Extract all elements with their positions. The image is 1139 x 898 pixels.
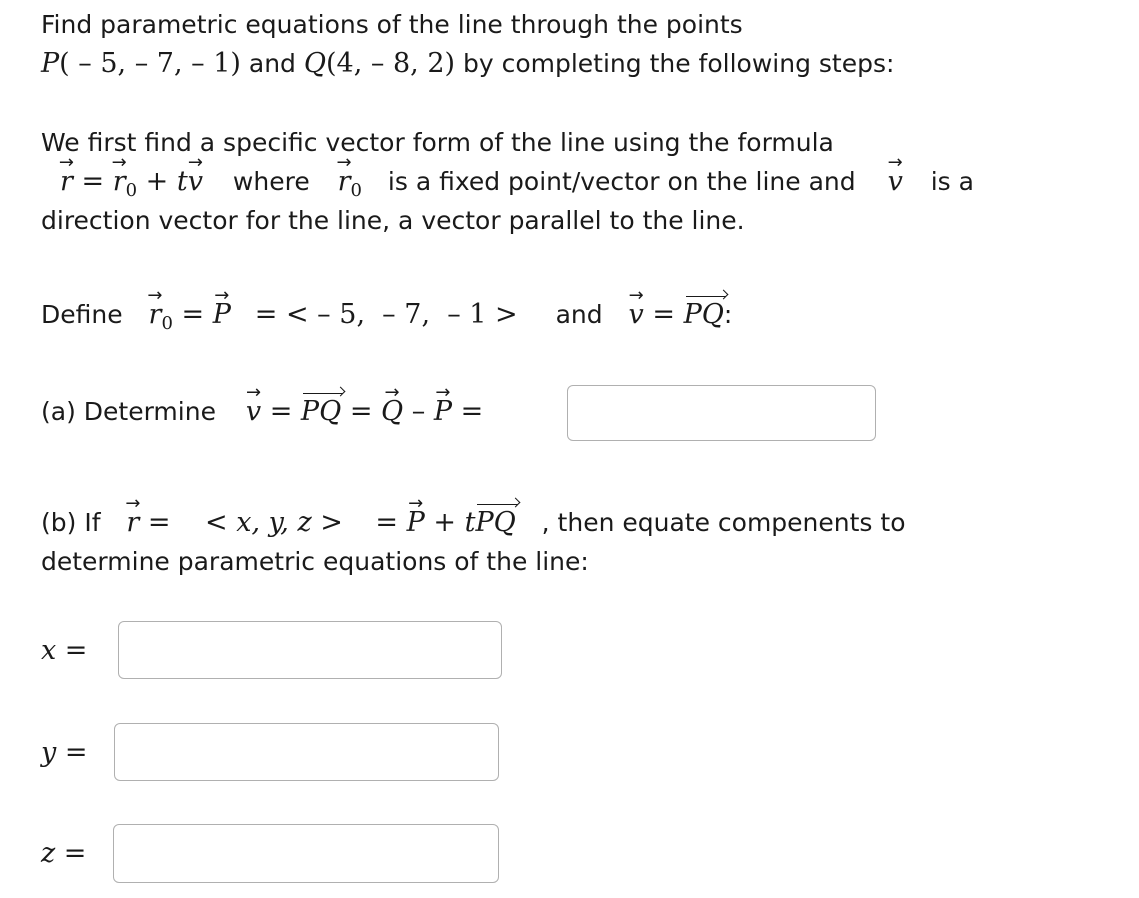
x-answer-input[interactable] <box>118 621 502 679</box>
part-a-pq-vector: PQ <box>300 396 342 427</box>
part-a-minus: – <box>403 396 434 427</box>
formula-line-2 <box>60 168 974 200</box>
y-equals-label: y = <box>41 737 88 768</box>
define-equals: = <box>172 299 213 330</box>
t-symbol: t <box>176 166 188 197</box>
r-vector: → r <box>60 168 73 195</box>
r0-ref-subscript: 0 <box>350 180 362 201</box>
intro-line-1 <box>41 12 743 37</box>
part-b-label: (b) If <box>41 508 101 537</box>
part-a-line <box>41 398 483 425</box>
define-line <box>41 301 732 333</box>
x-equals-label: x = <box>41 635 88 666</box>
v-vector: → v <box>188 168 203 195</box>
y-answer-input[interactable] <box>114 723 499 781</box>
point-q-label: Q <box>303 48 327 79</box>
define-colon: : <box>723 300 733 329</box>
part-a-v-vector: → v <box>246 398 261 425</box>
direction-vector-text: direction vector for the line, a vector parallel to the line. <box>41 206 745 235</box>
r0-subscript: 0 <box>125 180 138 201</box>
part-b-xyz: < x, y, z > <box>205 507 343 538</box>
part-b-pq-vector: PQ <box>475 507 516 538</box>
fixed-point-text: is a fixed point/vector on the line and <box>387 167 856 196</box>
intro-line-2 <box>41 50 894 77</box>
point-q-coords: (4, – 8, 2) <box>326 48 456 79</box>
part-b-p-vector: → P <box>407 509 425 536</box>
part-b-then-text: , then equate compenents to <box>541 508 906 537</box>
is-a-text: is a <box>930 167 974 196</box>
define-equals-2: = <box>643 299 684 330</box>
define-r0-subscript: 0 <box>161 313 173 334</box>
r0-vector: → r <box>113 168 126 195</box>
intro-and: and <box>240 49 304 78</box>
intro-text: Find parametric equations of the line through the points <box>41 10 743 39</box>
part-a-equals-1: = <box>261 396 301 427</box>
define-vector-value: = < – 5, – 7, – 1 > <box>254 299 518 330</box>
part-b-line-1 <box>41 509 906 536</box>
point-p-label: P <box>41 48 60 79</box>
part-b-r-vector: → r <box>126 509 139 536</box>
part-a-q-vector: → Q <box>381 398 403 425</box>
vector-v-answer-input[interactable] <box>567 385 876 441</box>
intro-suffix: by completing the following steps: <box>455 49 895 78</box>
part-a-p-vector: → P <box>434 398 452 425</box>
define-v-vector: → v <box>629 301 644 328</box>
part-a-equals-2: = <box>341 396 382 427</box>
where-word: where <box>232 167 310 196</box>
z-equals-label: z = <box>41 838 87 869</box>
part-a-equals-3: = <box>452 396 484 427</box>
formula-line-3 <box>41 208 745 233</box>
point-p-coords: ( – 5, – 7, – 1) <box>59 48 241 79</box>
define-pq-vector: PQ <box>683 299 724 330</box>
formula-intro-text: We first find a specific vector form of the line using the formula <box>41 128 834 157</box>
part-b-equals-2: = <box>366 507 407 538</box>
plus-symbol: + <box>137 166 177 197</box>
part-a-label: (a) Determine <box>41 397 216 426</box>
r0-vector-ref: → r <box>338 168 351 195</box>
equals-symbol: = <box>72 166 113 197</box>
define-r0-vector: → r <box>149 301 162 328</box>
part-b-equals-1: = <box>139 507 180 538</box>
z-answer-input[interactable] <box>113 824 499 883</box>
define-label: Define <box>41 300 123 329</box>
part-b-line-2 <box>41 549 589 574</box>
part-b-t-symbol: t <box>464 507 476 538</box>
define-and: and <box>555 300 603 329</box>
formula-line-1 <box>41 130 834 155</box>
define-p-vector: → P <box>213 301 231 328</box>
part-b-line-2-text: determine parametric equations of the line: <box>41 547 589 576</box>
part-b-plus: + <box>424 507 465 538</box>
v-vector-ref: → v <box>888 168 903 195</box>
